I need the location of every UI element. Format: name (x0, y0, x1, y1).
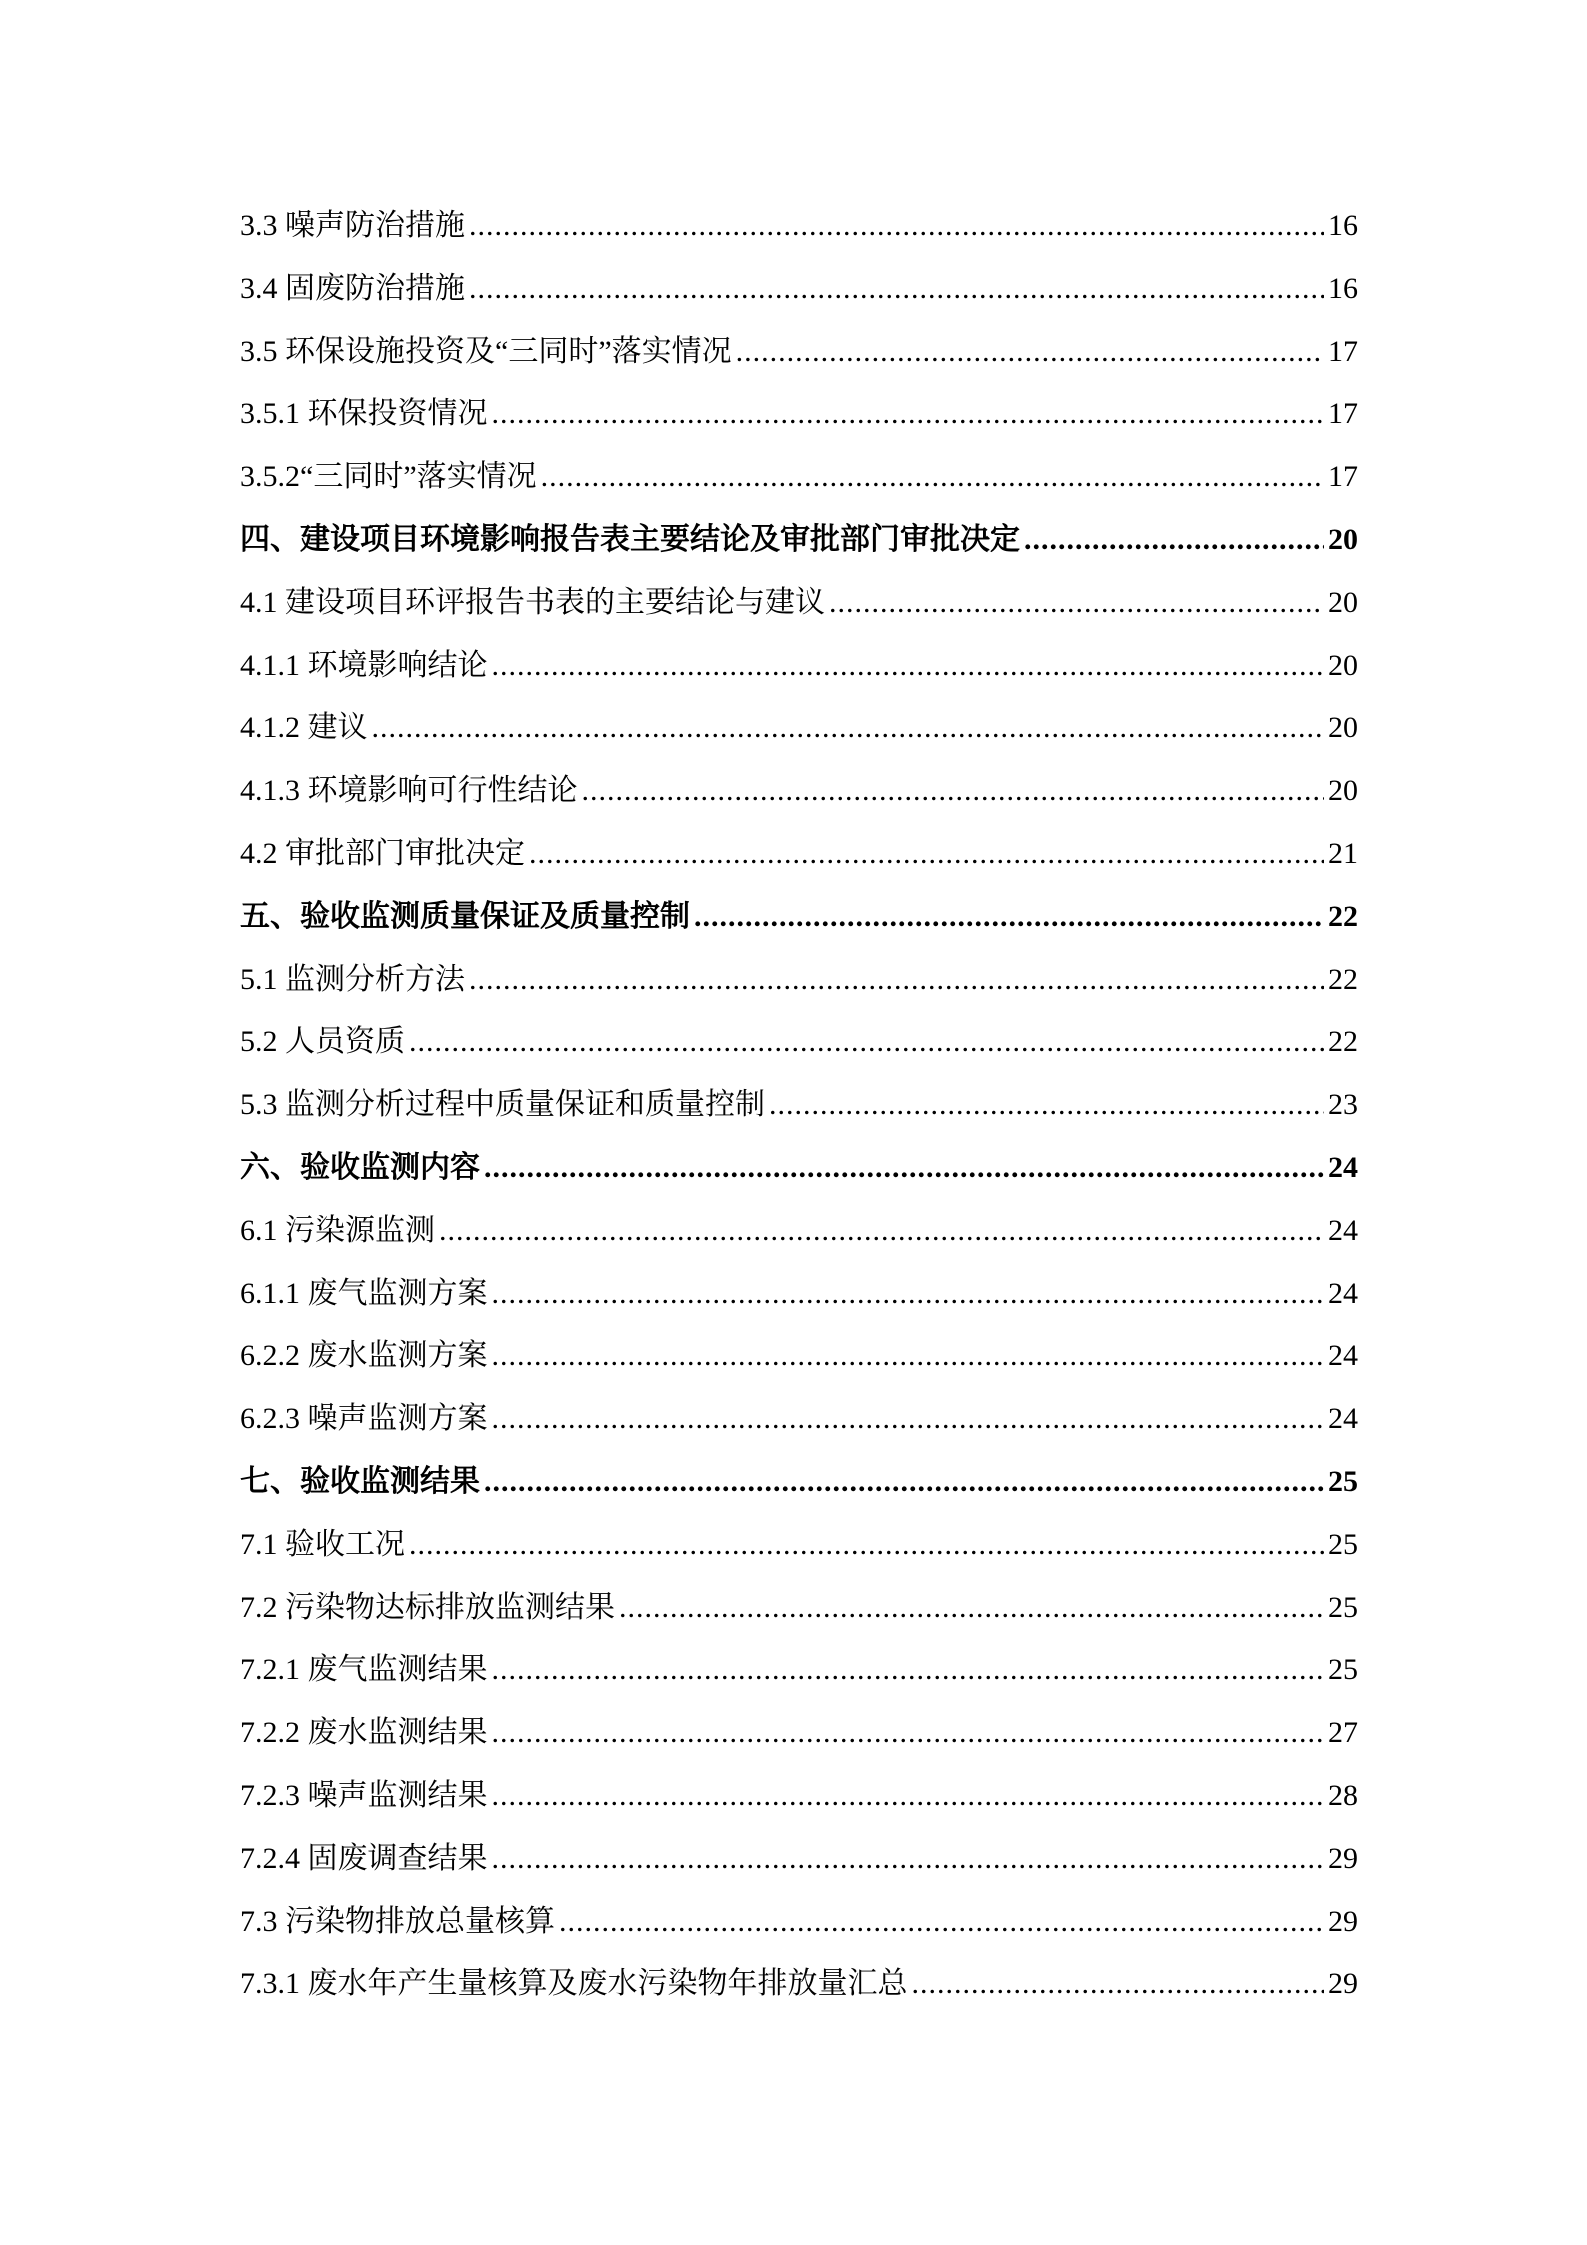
toc-section-entry[interactable] (240, 1577, 1358, 1640)
toc-section-entry[interactable] (240, 258, 1358, 321)
toc-entry-title: 4.1.2 建议 (240, 711, 368, 745)
toc-dot-leader (469, 258, 1324, 321)
toc-dot-leader (492, 1639, 1325, 1702)
toc-entry-page-number: 25 (1328, 1653, 1358, 1687)
toc-section-entry[interactable] (240, 321, 1358, 384)
toc-entry-page-number: 22 (1328, 1025, 1358, 1059)
toc-entry-title: 6.1.1 废气监测方案 (240, 1276, 488, 1310)
toc-section-entry[interactable] (240, 760, 1358, 823)
toc-entry-page-number: 29 (1328, 1967, 1358, 2001)
toc-section-entry[interactable] (240, 1828, 1358, 1891)
toc-dot-leader (1024, 509, 1324, 572)
toc-entry-page-number: 22 (1328, 962, 1358, 996)
toc-dot-leader (469, 949, 1324, 1012)
toc-section-entry[interactable] (240, 1953, 1358, 2016)
toc-dot-leader (736, 321, 1324, 384)
toc-entry-title: 7.2.3 噪声监测结果 (240, 1778, 488, 1812)
toc-entry-title: 6.2.3 噪声监测方案 (240, 1402, 488, 1436)
toc-entry-page-number: 29 (1328, 1841, 1358, 1875)
toc-entry-page-number: 17 (1328, 460, 1358, 494)
toc-entry-page-number: 24 (1328, 1339, 1358, 1373)
toc-dot-leader (492, 1388, 1325, 1451)
toc-dot-leader (492, 1765, 1325, 1828)
toc-entry-title: 5.1 监测分析方法 (240, 962, 465, 996)
toc-dot-leader (582, 760, 1325, 823)
toc-entry-title: 7.3 污染物排放总量核算 (240, 1904, 555, 1938)
toc-entry-page-number: 20 (1328, 648, 1358, 682)
toc-dot-leader (439, 1200, 1324, 1263)
toc-entry-title: 7.2.2 废水监测结果 (240, 1716, 488, 1750)
toc-dot-leader (619, 1577, 1324, 1640)
toc-entry-page-number: 20 (1328, 522, 1358, 556)
toc-dot-leader (559, 1891, 1324, 1954)
toc-chapter-entry[interactable] (240, 1137, 1358, 1200)
toc-dot-leader (372, 697, 1325, 760)
toc-chapter-entry[interactable] (240, 509, 1358, 572)
toc-entry-page-number: 24 (1328, 1276, 1358, 1310)
toc-entry-title: 6.1 污染源监测 (240, 1213, 435, 1247)
toc-dot-leader (769, 1074, 1324, 1137)
toc-entry-page-number: 25 (1328, 1590, 1358, 1624)
toc-entry-page-number: 27 (1328, 1716, 1358, 1750)
toc-entry-title: 七、验收监测结果 (240, 1464, 480, 1498)
toc-entry-page-number: 20 (1328, 774, 1358, 808)
toc-entry-page-number: 24 (1328, 1213, 1358, 1247)
toc-entry-title: 7.2 污染物达标排放监测结果 (240, 1590, 615, 1624)
toc-dot-leader (492, 1325, 1325, 1388)
toc-entry-title: 4.1 建设项目环评报告书表的主要结论与建议 (240, 585, 825, 619)
toc-entry-title: 四、建设项目环境影响报告表主要结论及审批部门审批决定 (240, 522, 1020, 556)
toc-section-entry[interactable] (240, 446, 1358, 509)
toc-entry-title: 3.5 环保设施投资及“三同时”落实情况 (240, 334, 732, 368)
toc-entry-page-number: 16 (1328, 271, 1358, 305)
toc-chapter-entry[interactable] (240, 1451, 1358, 1514)
toc-entry-page-number: 24 (1328, 1150, 1358, 1184)
toc-dot-leader (469, 195, 1324, 258)
toc-dot-leader (409, 1514, 1324, 1577)
toc-entry-title: 4.2 审批部门审批决定 (240, 836, 525, 870)
toc-section-entry[interactable] (240, 1074, 1358, 1137)
toc-dot-leader (484, 1137, 1324, 1200)
toc-entry-title: 7.2.4 固废调查结果 (240, 1841, 488, 1875)
toc-section-entry[interactable] (240, 635, 1358, 698)
toc-entry-title: 五、验收监测质量保证及质量控制 (240, 899, 690, 933)
toc-dot-leader (541, 446, 1324, 509)
toc-entry-title: 7.2.1 废气监测结果 (240, 1653, 488, 1687)
toc-dot-leader (492, 635, 1325, 698)
toc-section-entry[interactable] (240, 1200, 1358, 1263)
toc-dot-leader (912, 1953, 1325, 2016)
toc-entry-title: 4.1.1 环境影响结论 (240, 648, 488, 682)
toc-entry-title: 3.5.2“三同时”落实情况 (240, 460, 537, 494)
toc-entry-page-number: 25 (1328, 1527, 1358, 1561)
toc-dot-leader (484, 1451, 1324, 1514)
toc-dot-leader (492, 1828, 1325, 1891)
toc-entry-page-number: 17 (1328, 334, 1358, 368)
toc-entry-page-number: 17 (1328, 397, 1358, 431)
toc-entry-page-number: 22 (1328, 899, 1358, 933)
toc-section-entry[interactable] (240, 1388, 1358, 1451)
toc-entry-page-number: 20 (1328, 585, 1358, 619)
toc-entry-title: 六、验收监测内容 (240, 1150, 480, 1184)
toc-section-entry[interactable] (240, 697, 1358, 760)
toc-section-entry[interactable] (240, 1639, 1358, 1702)
toc-section-entry[interactable] (240, 1325, 1358, 1388)
toc-entry-page-number: 24 (1328, 1402, 1358, 1436)
toc-entry-title: 6.2.2 废水监测方案 (240, 1339, 488, 1373)
toc-section-entry[interactable] (240, 823, 1358, 886)
toc-entry-title: 3.5.1 环保投资情况 (240, 397, 488, 431)
toc-section-entry[interactable] (240, 1011, 1358, 1074)
toc-entry-title: 5.2 人员资质 (240, 1025, 405, 1059)
toc-entry-title: 3.4 固废防治措施 (240, 271, 465, 305)
toc-dot-leader (492, 1702, 1325, 1765)
toc-entry-title: 5.3 监测分析过程中质量保证和质量控制 (240, 1088, 765, 1122)
toc-section-entry[interactable] (240, 195, 1358, 258)
toc-dot-leader (492, 383, 1325, 446)
toc-dot-leader (409, 1011, 1324, 1074)
toc-section-entry[interactable] (240, 1891, 1358, 1954)
toc-entry-page-number: 23 (1328, 1088, 1358, 1122)
toc-dot-leader (529, 823, 1324, 886)
toc-section-entry[interactable] (240, 572, 1358, 635)
toc-section-entry[interactable] (240, 1514, 1358, 1577)
toc-section-entry[interactable] (240, 949, 1358, 1012)
toc-entry-title: 4.1.3 环境影响可行性结论 (240, 774, 578, 808)
toc-entry-page-number: 16 (1328, 209, 1358, 242)
toc-section-entry[interactable] (240, 1263, 1358, 1326)
toc-entry-page-number: 20 (1328, 711, 1358, 745)
toc-section-entry[interactable] (240, 1702, 1358, 1765)
table-of-contents (240, 195, 1358, 2016)
toc-chapter-entry[interactable] (240, 886, 1358, 949)
toc-dot-leader (829, 572, 1324, 635)
toc-entry-title: 7.1 验收工况 (240, 1527, 405, 1561)
toc-dot-leader (694, 886, 1324, 949)
toc-section-entry[interactable] (240, 383, 1358, 446)
toc-entry-page-number: 21 (1328, 836, 1358, 870)
toc-dot-leader (492, 1263, 1325, 1326)
toc-entry-title: 3.3 噪声防治措施 (240, 209, 465, 242)
toc-entry-page-number: 25 (1328, 1464, 1358, 1498)
toc-entry-page-number: 29 (1328, 1904, 1358, 1938)
toc-entry-title: 7.3.1 废水年产生量核算及废水污染物年排放量汇总 (240, 1967, 908, 2001)
toc-section-entry[interactable] (240, 1765, 1358, 1828)
toc-entry-page-number: 28 (1328, 1778, 1358, 1812)
